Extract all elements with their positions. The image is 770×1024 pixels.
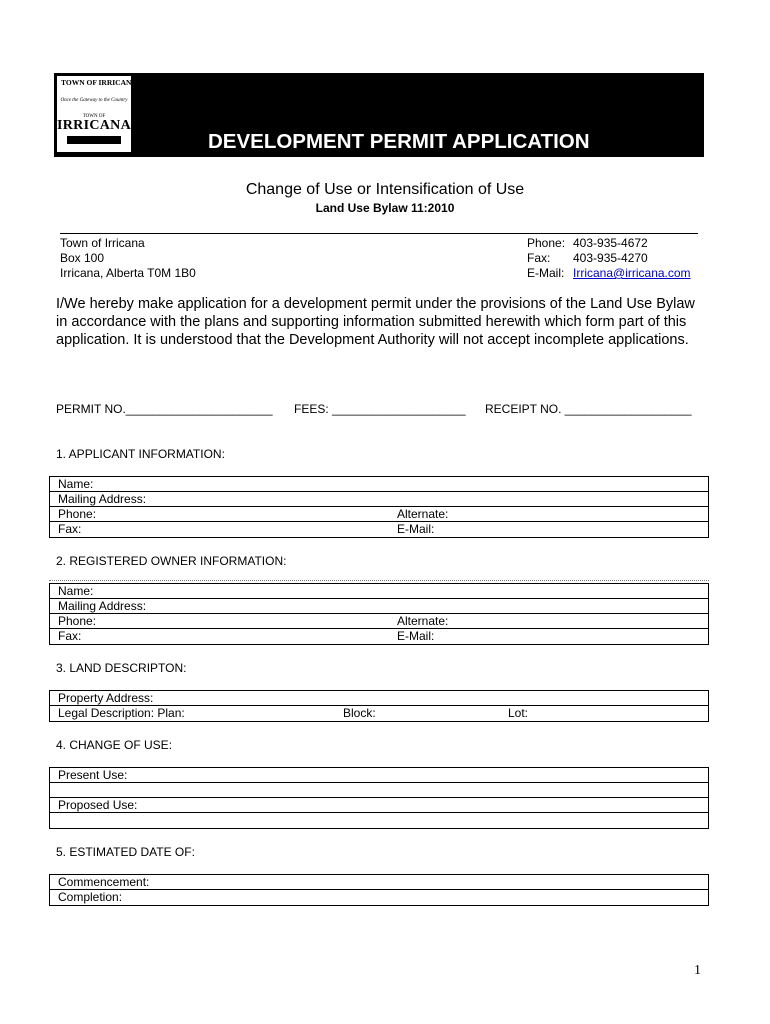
receipt-no-field[interactable]: RECEIPT NO. ___________________ — [485, 402, 692, 416]
owner-name-label: Name: — [58, 584, 94, 598]
fax-value: 403-935-4270 — [573, 251, 648, 265]
legal-plan-label: Legal Description: Plan: — [58, 706, 185, 720]
land-table — [49, 690, 709, 722]
header-divider — [60, 233, 698, 234]
applicant-alternate-label: Alternate: — [397, 507, 449, 521]
applicant-phone-label: Phone: — [58, 507, 97, 521]
applicant-table — [49, 476, 709, 538]
logo-town-name: TOWN OF IRRICANA — [61, 78, 137, 87]
present-use-row[interactable] — [50, 768, 708, 783]
contact-labels — [527, 236, 565, 281]
section-date-heading: 5. ESTIMATED DATE OF: — [56, 845, 195, 859]
section-change-heading: 4. CHANGE OF USE: — [56, 738, 173, 752]
applicant-name-row[interactable] — [50, 477, 708, 492]
address-name: Town of Irricana — [60, 236, 145, 250]
page-number: 1 — [694, 963, 701, 978]
address-box: Box 100 — [60, 251, 105, 265]
applicant-mailing-label: Mailing Address: — [58, 492, 147, 506]
logo-irricana: IRRICANA — [57, 118, 131, 133]
contact-values — [573, 236, 691, 281]
present-use-label: Present Use: — [58, 768, 128, 782]
section-applicant-heading: 1. APPLICANT INFORMATION: — [56, 447, 225, 461]
proposed-use-blank-row[interactable] — [50, 813, 708, 828]
proposed-use-row[interactable] — [50, 798, 708, 813]
block-label: Block: — [343, 706, 376, 720]
owner-dotted-rule — [49, 580, 709, 581]
owner-name-row[interactable] — [50, 584, 708, 599]
bylaw-reference: Land Use Bylaw 11:2010 — [315, 201, 455, 215]
section-land-heading: 3. LAND DESCRIPTON: — [56, 661, 187, 675]
applicant-email-label: E-Mail: — [397, 522, 435, 536]
applicant-fax-row[interactable] — [50, 522, 708, 537]
address-city: Irricana, Alberta T0M 1B0 — [60, 266, 196, 280]
intro-paragraph: I/We hereby make application for a development permit under the provisions of the Land Use Bylaw in accordance with the plans and supporting information submitted herewith which form part of this application. It is understood that the Development Authority will not accept incomplete applications. — [56, 296, 695, 348]
proposed-use-label: Proposed Use: — [58, 798, 138, 812]
owner-mailing-row[interactable] — [50, 599, 708, 614]
phone-label: Phone: — [527, 236, 566, 250]
legal-description-row[interactable] — [50, 706, 708, 721]
logo-town-of: TOWN OF — [82, 114, 106, 119]
phone-value: 403-935-4672 — [573, 236, 648, 250]
document-title: DEVELOPMENT PERMIT APPLICATION — [208, 130, 590, 153]
completion-label: Completion: — [58, 890, 123, 904]
lot-label: Lot: — [508, 706, 529, 720]
document-subtitle: Change of Use or Intensification of Use — [245, 181, 525, 198]
applicant-name-label: Name: — [58, 477, 94, 491]
owner-phone-label: Phone: — [58, 614, 97, 628]
fees-field[interactable]: FEES: ____________________ — [294, 402, 466, 416]
applicant-mailing-row[interactable] — [50, 492, 708, 507]
owner-table — [49, 583, 709, 645]
present-use-blank-row[interactable] — [50, 783, 708, 798]
logo-emblem — [67, 136, 121, 144]
owner-mailing-label: Mailing Address: — [58, 599, 147, 613]
section-owner-heading: 2. REGISTERED OWNER INFORMATION: — [56, 554, 287, 568]
town-logo — [56, 75, 137, 153]
property-address-label: Property Address: — [58, 691, 154, 705]
owner-alternate-label: Alternate: — [397, 614, 449, 628]
owner-email-label: E-Mail: — [397, 629, 435, 643]
email-link[interactable]: Irricana@irricana.com — [573, 266, 691, 280]
change-table — [49, 767, 709, 829]
owner-phone-row[interactable] — [50, 614, 708, 629]
completion-row[interactable] — [50, 890, 708, 905]
owner-fax-row[interactable] — [50, 629, 708, 644]
commencement-row[interactable] — [50, 875, 708, 890]
permit-no-field[interactable]: PERMIT NO.______________________ — [56, 402, 273, 416]
commencement-label: Commencement: — [58, 875, 150, 889]
property-address-row[interactable] — [50, 691, 708, 706]
applicant-phone-row[interactable] — [50, 507, 708, 522]
logo-motto: Once the Gateway to the Country — [60, 98, 128, 103]
email-label: E-Mail: — [527, 266, 565, 280]
date-table — [49, 874, 709, 906]
fax-label: Fax: — [527, 251, 551, 265]
applicant-fax-label: Fax: — [58, 522, 82, 536]
owner-fax-label: Fax: — [58, 629, 82, 643]
town-address — [60, 236, 196, 281]
